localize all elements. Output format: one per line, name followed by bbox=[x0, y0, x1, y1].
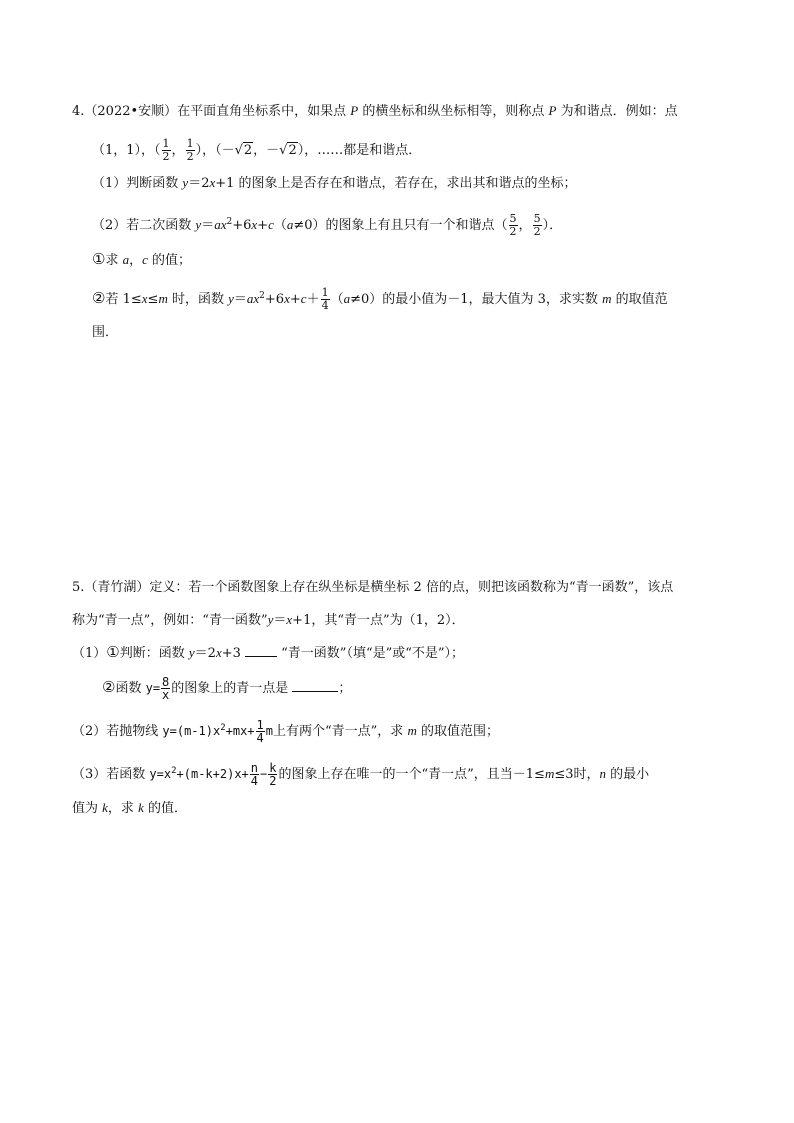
q4-part2: （2）若二次函数 $y=ax^2+6x+c(a\ne 0)$的图象上有且只有一个和谐点（ $\frac{5}{2}$ ， $\frac{5}{2}$ ）． bbox=[92, 212, 563, 238]
q5-part3: （3）若函数 $y=x^2+(m-k+2)x+$ $\frac{n}{4}$ − $\frac{k}{2}$ 的图象上存在唯一的一个“青一点”，且当－1≤m≤3时，n 的最小 bbox=[72, 761, 650, 788]
q4-sub2-cont: 围． bbox=[92, 325, 119, 340]
q4-line2: （1，1），（ $\frac{1}{2}$ ， $\frac{1}{2}$ ），（－√2，－√2），……都是和谐点． bbox=[92, 137, 422, 163]
q5-part2: （2）若抛物线 $y=(m-1)x^2+mx+$ $\frac{1}{4}$ m上有两个“青一点”，求 m 的取值范围； bbox=[72, 718, 499, 745]
q5-part3-cont: 值为 k，求 k 的值． bbox=[72, 800, 187, 816]
q5-part1: （1）①判断：函数 y＝2x+3 “青一函数”（填“是”或“不是”）； bbox=[72, 643, 465, 661]
q4-line1: 4.（2022•安顺）在平面直角坐标系中，如果点 P 的横坐标和纵坐标相等，则称点 P 为和谐点．例如：点 bbox=[72, 103, 678, 119]
q4-sub2: ②若 1≤x≤m 时，函数 $y=ax^2+6x+c+$ $\frac{1}{4}$ （a≠0）的最小值为－1，最大值为 3，求实数 m 的取值范 bbox=[92, 286, 668, 312]
q4-part1: （1）判断函数 y＝2x+1 的图象上是否存在和谐点，若存在，求出其和谐点的坐标； bbox=[92, 175, 577, 191]
q5-part1b: ②函数 y= $\frac{8}{x}$ 的图象上的青一点是 ； bbox=[102, 675, 352, 702]
q5-line2: 称为“青一点”，例如：“青一函数”y＝x+1，其“青一点”为（1，2）． bbox=[72, 612, 465, 628]
q4-sub1: ①求 a，c 的值； bbox=[92, 250, 192, 268]
q5-line1: 5.（青竹湖）定义：若一个函数图象上存在纵坐标是横坐标 2 倍的点，则把该函数称为“青一函数”，该点 bbox=[72, 580, 674, 595]
